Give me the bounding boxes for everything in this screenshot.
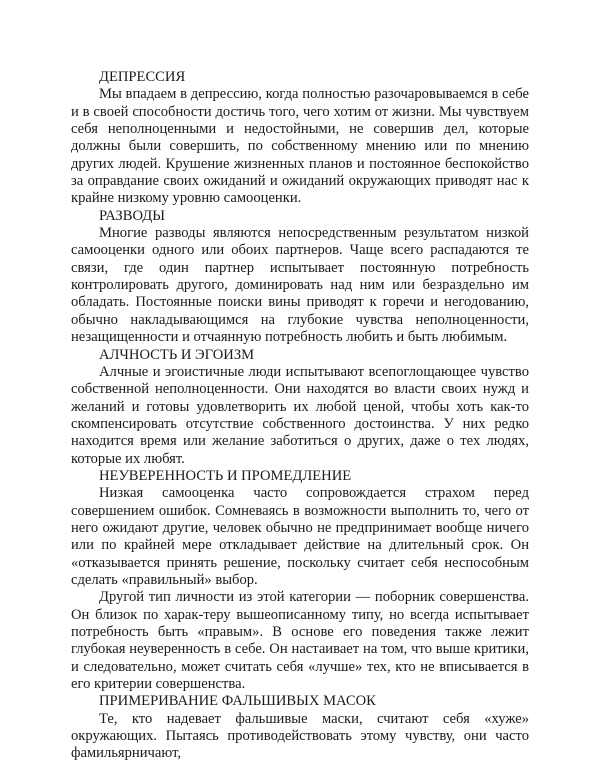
section-insecurity-procrastination <box>71 468 529 693</box>
paragraph: Другой тип личности из этой категории — поборник совершенства. Он близок по харак-теру вышеописанному типу, но всегда испытывает потребность быть «правым». В основе его поведения также лежит глубокая неуверенность в себе. Он настаивает на том, что выше критики, и следовательно, может считать себя «лучше» тех, кто не вписывается в его критерии совершенства. <box>71 589 529 693</box>
paragraph: Мы впадаем в депрессию, когда полностью разочаровываемся в себе и в своей способности достичь того, чего хотим от жизни. Мы чувствуем себя неполноценными и недостойными, не совершив дел, которые должны были совершить, по собственному мнению или по мнению других людей. Крушение жизненных планов и постоянное беспокойство за оправдание своих ожиданий и ожиданий окружающих приводят нас к крайне низкому уровню самооценки. <box>71 86 529 207</box>
section-heading: АЛЧНОСТЬ И ЭГОИЗМ <box>99 346 255 363</box>
paragraph: Те, кто надевает фальшивые маски, считают себя «хуже» окружающих. Пытаясь противодействовать этому чувству, они часто фамильярничают, <box>71 710 529 762</box>
paragraph: Многие разводы являются непосредственным результатом низкой самооценки одного или обоих партнеров. Чаще всего распадаются те связи, где один партнер испытывает постоянную потребность контролировать другого, доминировать над ним или безраздельно им обладать. Постоянные поиски вины приводят к горечи и негодованию, обычно накладывающимся на глубокие чувства неполноценности, незащищенности и отчаянную потребность любить и быть любимым. <box>71 225 529 346</box>
paragraph: Алчные и эгоистичные люди испытывают всепоглощающее чувство собственной неполноценности. Они находятся во власти своих нужд и желаний и готовы удовлетворить их любой ценой, чтобы хоть как-то скомпенсировать отсутствие собственного достоинства. У них редко находится время или желание заботиться о других, даже о тех людях, которые их любят. <box>71 363 529 467</box>
document-page <box>71 69 529 763</box>
paragraph: Низкая самооценка часто сопровождается страхом перед совершением ошибок. Сомневаясь в возможности выполнить то, чего от него ожидают другие, человек обычно не предпринимает вообще ничего или по крайней мере откладывает действие на длительный срок. Он «отказывается принять решение, поскольку считает себя неспособным сделать «правильный» выбор. <box>71 485 529 588</box>
section-depression <box>71 69 529 208</box>
section-heading: РАЗВОДЫ <box>99 207 165 224</box>
section-divorces <box>71 208 529 347</box>
section-false-masks <box>71 693 529 762</box>
section-greed-egoism <box>71 347 529 468</box>
section-heading: НЕУВЕРЕННОСТЬ И ПРОМЕДЛЕНИЕ <box>99 467 352 484</box>
section-heading: ПРИМЕРИВАНИЕ ФАЛЬШИВЫХ МАСОК <box>99 693 376 710</box>
section-heading: ДЕПРЕССИЯ <box>99 69 186 85</box>
